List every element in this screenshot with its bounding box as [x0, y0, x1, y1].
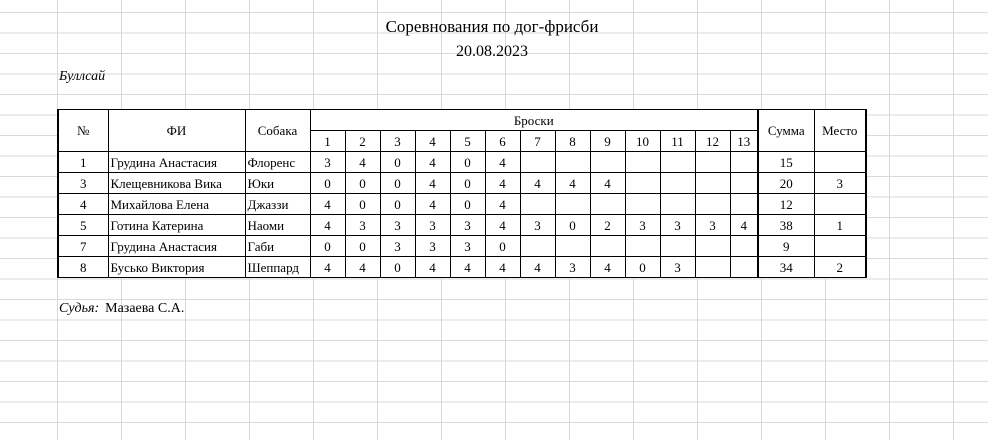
- throw-score: 4: [485, 173, 520, 194]
- total-sum: 9: [758, 236, 814, 257]
- table-row: [58, 194, 866, 215]
- throw-score: 0: [310, 236, 345, 257]
- table-row: [58, 257, 866, 278]
- throw-score: 3: [520, 215, 555, 236]
- col-header-throws: Броски: [310, 110, 758, 131]
- dog-name: Наоми: [245, 215, 310, 236]
- throw-score: 4: [345, 257, 380, 278]
- participant-number: 7: [58, 236, 108, 257]
- throw-score: [695, 173, 730, 194]
- throw-number-header: 3: [380, 131, 415, 152]
- throw-score: 0: [345, 173, 380, 194]
- participant-number: 3: [58, 173, 108, 194]
- throw-score: 4: [520, 173, 555, 194]
- place: [814, 194, 866, 215]
- dog-name: Флоренс: [245, 152, 310, 173]
- col-header-num: №: [58, 110, 108, 152]
- judge-line: [59, 301, 184, 317]
- total-sum: 15: [758, 152, 814, 173]
- throw-score: 3: [345, 215, 380, 236]
- throw-number-header: 5: [450, 131, 485, 152]
- dog-name: Джаззи: [245, 194, 310, 215]
- throw-score: 0: [345, 194, 380, 215]
- throw-score: 4: [485, 215, 520, 236]
- dog-name: Габи: [245, 236, 310, 257]
- col-header-sum: Сумма: [758, 110, 814, 152]
- throw-score: [625, 194, 660, 215]
- throw-score: [660, 236, 695, 257]
- participant-number: 1: [58, 152, 108, 173]
- throw-score: 3: [660, 257, 695, 278]
- throw-score: 4: [485, 152, 520, 173]
- throw-number-header: 11: [660, 131, 695, 152]
- throw-score: 3: [310, 152, 345, 173]
- table-row: [58, 152, 866, 173]
- throw-score: 0: [345, 236, 380, 257]
- throw-score: [695, 152, 730, 173]
- category-label: Буллсай: [59, 69, 106, 84]
- page-title: Соревнования по дог-фрисби: [385, 17, 599, 36]
- throw-score: 4: [590, 173, 625, 194]
- throw-score: 2: [590, 215, 625, 236]
- throw-score: [590, 236, 625, 257]
- throw-score: 3: [625, 215, 660, 236]
- total-sum: 38: [758, 215, 814, 236]
- throw-score: 0: [380, 257, 415, 278]
- participant-name: Клещевникова Вика: [108, 173, 245, 194]
- judge-name: Мазаева С.А.: [105, 301, 185, 316]
- place: 1: [814, 215, 866, 236]
- dog-name: Юки: [245, 173, 310, 194]
- participant-name: Грудина Анастасия: [108, 152, 245, 173]
- throw-score: [555, 152, 590, 173]
- throw-score: [695, 236, 730, 257]
- throw-number-header: 1: [310, 131, 345, 152]
- throw-score: [590, 194, 625, 215]
- throw-score: 0: [555, 215, 590, 236]
- throw-score: 0: [380, 152, 415, 173]
- place: [814, 152, 866, 173]
- throw-score: [730, 173, 758, 194]
- participant-number: 4: [58, 194, 108, 215]
- throw-score: 3: [415, 215, 450, 236]
- throw-score: 3: [450, 236, 485, 257]
- throw-score: [555, 194, 590, 215]
- throw-score: 0: [450, 152, 485, 173]
- throw-score: 4: [485, 194, 520, 215]
- throw-score: 0: [450, 194, 485, 215]
- throw-score: 3: [660, 215, 695, 236]
- throw-number-header: 4: [415, 131, 450, 152]
- throw-number-header: 6: [485, 131, 520, 152]
- throw-score: 0: [625, 257, 660, 278]
- throw-score: [730, 236, 758, 257]
- throw-number-header: 10: [625, 131, 660, 152]
- participant-name: Бусько Виктория: [108, 257, 245, 278]
- throw-score: [520, 236, 555, 257]
- throw-number-header: 9: [590, 131, 625, 152]
- col-header-dog: Собака: [245, 110, 310, 152]
- throw-score: 3: [380, 236, 415, 257]
- throw-score: 4: [310, 215, 345, 236]
- throw-number-header: 12: [695, 131, 730, 152]
- throw-score: 4: [345, 152, 380, 173]
- throw-score: 4: [555, 173, 590, 194]
- throw-score: 4: [730, 215, 758, 236]
- throw-score: [660, 152, 695, 173]
- throw-score: [625, 173, 660, 194]
- throw-score: 4: [415, 194, 450, 215]
- participant-number: 8: [58, 257, 108, 278]
- throw-score: 4: [520, 257, 555, 278]
- throw-score: 4: [590, 257, 625, 278]
- total-sum: 34: [758, 257, 814, 278]
- throw-score: 4: [485, 257, 520, 278]
- results-table: [57, 109, 867, 278]
- throw-score: 0: [380, 194, 415, 215]
- results-body: [58, 152, 866, 278]
- throw-number-header: 13: [730, 131, 758, 152]
- judge-label: Судья:: [59, 301, 100, 316]
- throw-score: [555, 236, 590, 257]
- throw-score: 0: [450, 173, 485, 194]
- throw-number-header: 7: [520, 131, 555, 152]
- throw-score: 4: [450, 257, 485, 278]
- throw-score: 4: [415, 152, 450, 173]
- throw-score: 0: [310, 173, 345, 194]
- participant-name: Готина Катерина: [108, 215, 245, 236]
- throw-score: [660, 194, 695, 215]
- throw-score: [590, 152, 625, 173]
- throw-score: 0: [485, 236, 520, 257]
- throw-score: [730, 152, 758, 173]
- throw-score: [730, 194, 758, 215]
- throw-score: [625, 236, 660, 257]
- table-row: [58, 215, 866, 236]
- throw-score: 4: [415, 173, 450, 194]
- place: [814, 236, 866, 257]
- throw-score: 4: [415, 257, 450, 278]
- event-date: 20.08.2023: [456, 43, 528, 60]
- col-header-name: ФИ: [108, 110, 245, 152]
- throw-score: 3: [695, 215, 730, 236]
- throw-score: [520, 152, 555, 173]
- throw-score: [695, 257, 730, 278]
- total-sum: 20: [758, 173, 814, 194]
- throw-score: [730, 257, 758, 278]
- throw-score: 3: [555, 257, 590, 278]
- participant-name: Грудина Анастасия: [108, 236, 245, 257]
- throw-number-header: 8: [555, 131, 590, 152]
- place: 2: [814, 257, 866, 278]
- participant-name: Михайлова Елена: [108, 194, 245, 215]
- throw-score: [625, 152, 660, 173]
- place: 3: [814, 173, 866, 194]
- throw-score: 4: [310, 194, 345, 215]
- throw-score: 3: [450, 215, 485, 236]
- throw-score: 4: [310, 257, 345, 278]
- total-sum: 12: [758, 194, 814, 215]
- throw-score: [695, 194, 730, 215]
- throw-score: [520, 194, 555, 215]
- table-row: [58, 236, 866, 257]
- throw-score: 3: [415, 236, 450, 257]
- throw-score: 0: [380, 173, 415, 194]
- throw-score: [660, 173, 695, 194]
- throw-number-header: 2: [345, 131, 380, 152]
- dog-name: Шеппард: [245, 257, 310, 278]
- table-row: [58, 173, 866, 194]
- throw-score: 3: [380, 215, 415, 236]
- col-header-place: Место: [814, 110, 866, 152]
- participant-number: 5: [58, 215, 108, 236]
